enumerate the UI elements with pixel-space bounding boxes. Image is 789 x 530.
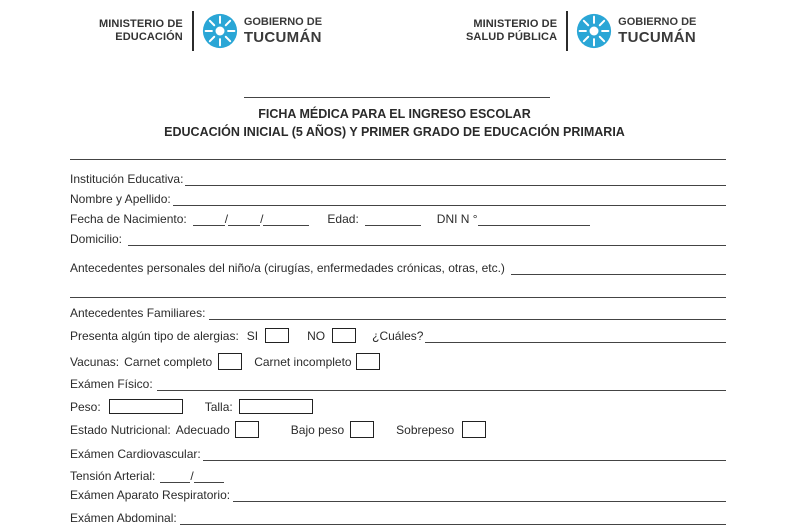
vacunas-label: Vacunas: <box>70 354 120 369</box>
adecuado-checkbox[interactable] <box>235 421 259 438</box>
antecedentes-familiares-label: Antecedentes Familiares: <box>70 306 206 320</box>
tension-max-line[interactable] <box>160 472 190 483</box>
antecedentes-personales-label: Antecedentes personales del niño/a (cirugías, enfermedades crónicas, otras, etc.) <box>70 261 505 275</box>
field-antecedentes-personales <box>70 261 726 275</box>
logo-divider <box>566 11 568 51</box>
fecha-slash: / <box>260 212 264 226</box>
gov-line-1: GOBIERNO DE <box>243 16 323 28</box>
ministry-name-educacion <box>99 18 183 44</box>
carnet-completo-checkbox[interactable] <box>218 353 242 370</box>
ministry-line-2: EDUCACIÓN <box>115 31 183 43</box>
field-cardiovascular <box>70 447 726 461</box>
peso-input[interactable] <box>109 399 183 414</box>
adecuado-label: Adecuado <box>175 422 230 437</box>
antecedentes-personales-line-2[interactable] <box>70 297 726 298</box>
alergias-label: Presenta algún tipo de alergias: <box>70 328 239 343</box>
field-institucion <box>70 172 726 186</box>
alergias-si-checkbox[interactable] <box>265 328 289 343</box>
institucion-line[interactable] <box>185 175 726 186</box>
field-antecedentes-familiares <box>70 306 726 320</box>
gobierno-tucuman-text <box>618 16 696 46</box>
ministry-line-1: MINISTERIO DE <box>473 18 558 30</box>
gov-line-2: TUCUMÁN <box>243 29 322 46</box>
respiratorio-line[interactable] <box>233 491 726 502</box>
antecedentes-personales-line[interactable] <box>511 264 726 275</box>
fecha-label: Fecha de Nacimiento: <box>70 212 187 226</box>
field-tension <box>70 469 726 483</box>
form-title: FICHA MÉDICA PARA EL INGRESO ESCOLAR <box>258 107 531 121</box>
field-peso-talla <box>70 399 726 414</box>
talla-input[interactable] <box>239 399 313 414</box>
cardiovascular-label: Exámen Cardiovascular: <box>70 447 201 461</box>
nombre-label: Nombre y Apellido: <box>70 192 171 206</box>
estado-nutricional-label: Estado Nutricional: <box>70 422 171 437</box>
tucuman-sun-icon <box>202 13 238 49</box>
logo-ministerio-educacion <box>99 8 322 54</box>
field-respiratorio <box>70 488 726 502</box>
dni-label: DNI N ° <box>436 212 478 226</box>
bajo-peso-label: Bajo peso <box>290 422 345 437</box>
examen-fisico-line[interactable] <box>157 380 726 391</box>
field-estado-nutricional <box>70 421 726 438</box>
edad-label: Edad: <box>327 212 359 226</box>
gov-line-2: TUCUMÁN <box>618 29 697 46</box>
ministry-line-1: MINISTERIO DE <box>99 18 183 30</box>
alergias-no-checkbox[interactable] <box>332 328 356 343</box>
sobrepeso-checkbox[interactable] <box>462 421 486 438</box>
edad-line[interactable] <box>365 215 421 226</box>
fecha-slash: / <box>224 212 229 226</box>
tucuman-sun-icon <box>576 13 612 49</box>
dni-line[interactable] <box>478 215 590 226</box>
abdominal-label: Exámen Abdominal: <box>70 511 177 525</box>
nombre-line[interactable] <box>173 195 726 206</box>
title-bottom-rule <box>70 159 726 160</box>
field-abdominal <box>70 511 726 525</box>
field-alergias <box>70 328 726 343</box>
bajo-peso-checkbox[interactable] <box>350 421 374 438</box>
institucion-label: Institución Educativa: <box>70 172 184 186</box>
domicilio-label: Domicilio: <box>70 232 123 246</box>
gobierno-tucuman-text <box>244 16 322 46</box>
title-top-rule <box>244 97 550 98</box>
fecha-anio-line[interactable] <box>263 215 309 226</box>
talla-label: Talla: <box>204 399 233 414</box>
logo-ministerio-salud <box>466 8 696 54</box>
field-vacunas <box>70 353 726 370</box>
respiratorio-label: Exámen Aparato Respiratorio: <box>70 488 231 502</box>
carnet-incompleto-checkbox[interactable] <box>356 353 380 370</box>
tension-slash: / <box>190 469 194 483</box>
cuales-line[interactable] <box>425 332 726 343</box>
peso-label: Peso: <box>70 399 101 414</box>
carnet-incompleto-label: Carnet incompleto <box>254 354 352 369</box>
alergias-no-label: NO <box>307 328 326 343</box>
tension-label: Tensión Arterial: <box>70 469 156 483</box>
fecha-mes-line[interactable] <box>228 215 260 226</box>
tension-min-line[interactable] <box>194 472 224 483</box>
logo-divider <box>192 11 194 51</box>
examen-fisico-label: Exámen Físico: <box>70 377 153 391</box>
form-subtitle: EDUCACIÓN INICIAL (5 AÑOS) Y PRIMER GRADO DE EDUCACIÓN PRIMARIA <box>164 125 625 139</box>
field-fecha <box>70 212 726 226</box>
cuales-label: ¿Cuáles? <box>372 328 424 343</box>
gov-line-1: GOBIERNO DE <box>618 16 697 28</box>
carnet-completo-label: Carnet completo <box>124 354 213 369</box>
alergias-si-label: SI <box>246 328 259 343</box>
ministry-line-2: SALUD PÚBLICA <box>466 31 558 43</box>
domicilio-line[interactable] <box>128 235 726 246</box>
sobrepeso-label: Sobrepeso <box>396 422 455 437</box>
field-nombre <box>70 192 726 206</box>
ministry-name-salud <box>466 18 557 44</box>
field-domicilio <box>70 232 726 246</box>
field-examen-fisico <box>70 377 726 391</box>
antecedentes-familiares-line[interactable] <box>209 309 726 320</box>
abdominal-line[interactable] <box>180 514 726 525</box>
cardiovascular-line[interactable] <box>203 450 726 461</box>
fecha-dia-line[interactable] <box>193 215 225 226</box>
